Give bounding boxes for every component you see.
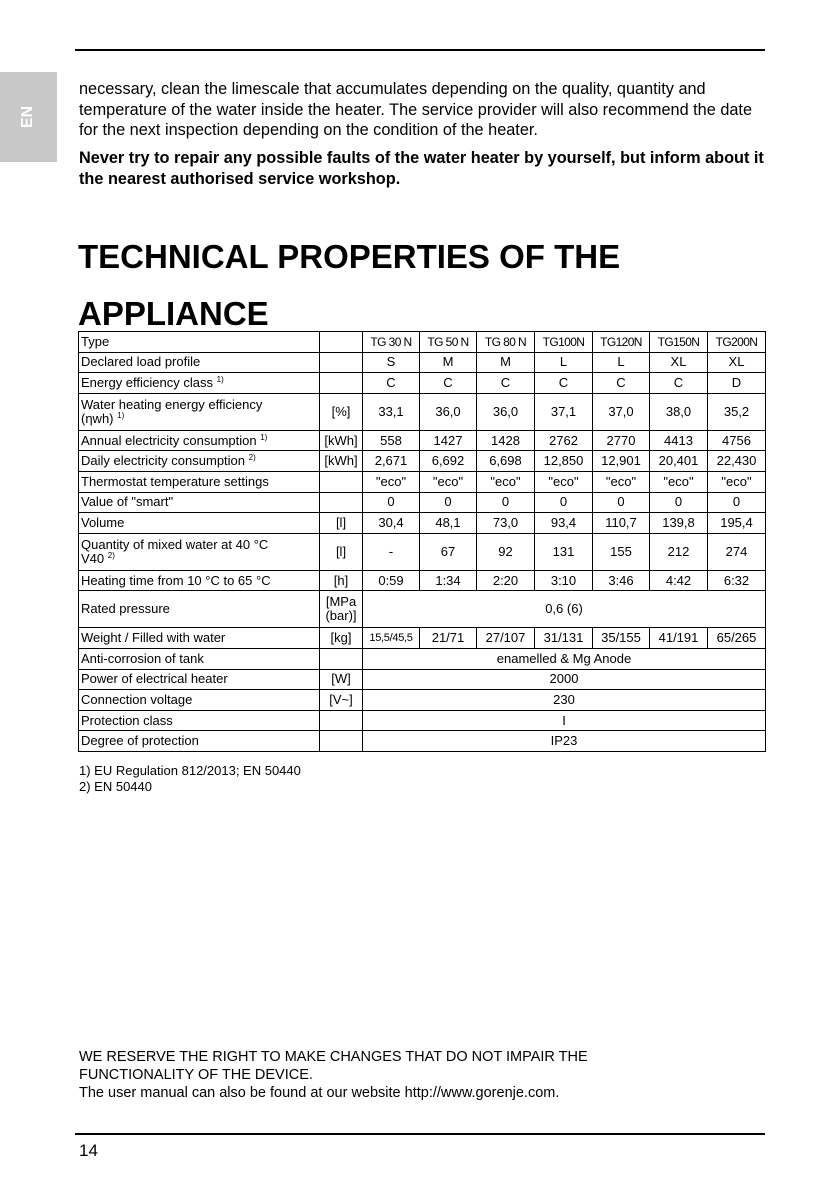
disclaimer-line-3: The user manual can also be found at our website http://www.gorenje.com.: [79, 1085, 560, 1101]
value-cell: 12,850: [535, 451, 593, 472]
row-label: Degree of protection: [79, 731, 320, 752]
value-cell: 1427: [420, 430, 477, 451]
value-cell: 110,7: [593, 513, 650, 534]
value-cell: 20,401: [650, 451, 708, 472]
value-cell: "eco": [363, 471, 420, 492]
row-label-line-2: (ηwh): [81, 410, 114, 426]
row-label-text: Energy efficiency class: [81, 374, 213, 390]
table-row-thermostat: [79, 471, 766, 492]
value-cell: 2770: [593, 430, 650, 451]
warning-paragraph: Never try to repair any possible faults of the water heater by yourself, but inform about it the nearest authorised service workshop.: [79, 149, 764, 188]
top-rule: [75, 49, 765, 51]
table-row-smart: [79, 492, 766, 513]
row-label-line-1: Quantity of mixed water at 40 °C: [81, 536, 269, 552]
model-cell: TG 30 N: [363, 332, 420, 353]
value-cell: "eco": [477, 471, 535, 492]
value-cell: C: [477, 373, 535, 394]
row-unit: [V~]: [320, 690, 363, 711]
table-row-heater-power: [79, 669, 766, 690]
value-cell: 0: [420, 492, 477, 513]
table-row-weight: [79, 628, 766, 649]
value-cell: L: [535, 352, 593, 373]
value-cell: 3:10: [535, 570, 593, 591]
value-cell: M: [420, 352, 477, 373]
value-cell: D: [708, 373, 766, 394]
bottom-rule: [75, 1133, 765, 1135]
row-unit: [320, 648, 363, 669]
value-cell: 21/71: [420, 628, 477, 649]
value-cell: 0: [363, 492, 420, 513]
language-tab-label: EN: [19, 105, 37, 129]
row-label-line-2: V40: [81, 550, 105, 566]
page-number: 14: [79, 1141, 98, 1160]
value-cell: 30,4: [363, 513, 420, 534]
value-cell: C: [363, 373, 420, 394]
table-row-protection-degree: [79, 731, 766, 752]
row-unit: [320, 591, 363, 628]
value-cell: 3:46: [593, 570, 650, 591]
footnote-ref: 2): [107, 550, 115, 560]
row-unit: [h]: [320, 570, 363, 591]
row-unit: [kWh]: [320, 451, 363, 472]
value-cell: "eco": [593, 471, 650, 492]
row-unit: [l]: [320, 513, 363, 534]
value-cell: 6,692: [420, 451, 477, 472]
footnote-ref: 1): [216, 374, 224, 384]
value-cell: 1:34: [420, 570, 477, 591]
row-unit: [320, 492, 363, 513]
merged-value-cell: IP23: [363, 731, 766, 752]
row-unit: [320, 710, 363, 731]
value-cell: S: [363, 352, 420, 373]
row-unit: [%]: [320, 393, 363, 430]
value-cell: 35/155: [593, 628, 650, 649]
value-cell: 33,1: [363, 393, 420, 430]
model-cell: TG 50 N: [420, 332, 477, 353]
row-label-line-1: Water heating energy efficiency: [81, 396, 263, 412]
value-cell: C: [420, 373, 477, 394]
value-cell: 155: [593, 533, 650, 570]
value-cell: 92: [477, 533, 535, 570]
value-cell: C: [535, 373, 593, 394]
value-cell: "eco": [535, 471, 593, 492]
row-label: [79, 393, 320, 430]
row-label: Rated pressure: [79, 591, 320, 628]
value-cell: 131: [535, 533, 593, 570]
disclaimer: [79, 1048, 769, 1102]
merged-value-cell: 0,6 (6): [363, 591, 766, 628]
row-label: Volume: [79, 513, 320, 534]
value-cell: "eco": [708, 471, 766, 492]
row-unit: [kWh]: [320, 430, 363, 451]
value-cell: 274: [708, 533, 766, 570]
value-cell: L: [593, 352, 650, 373]
row-label: Declared load profile: [79, 352, 320, 373]
row-unit: [W]: [320, 669, 363, 690]
value-cell: 6,698: [477, 451, 535, 472]
table-row-rated-pressure: [79, 591, 766, 628]
intro-paragraph: necessary, clean the limescale that accumulates depending on the quality, quantity and temperature of the water inside the heater. The service provider will also recommend the date for the next inspection depending on the condition of the heater.: [79, 80, 753, 139]
model-cell: TG150N: [650, 332, 708, 353]
value-cell: 6:32: [708, 570, 766, 591]
value-cell: 73,0: [477, 513, 535, 534]
value-cell: 48,1: [420, 513, 477, 534]
table-row-anticorrosion: [79, 648, 766, 669]
row-label: Value of "smart": [79, 492, 320, 513]
model-cell: TG120N: [593, 332, 650, 353]
table-row-load-profile: [79, 352, 766, 373]
footnote-ref: 1): [117, 410, 125, 420]
table-row-protection-class: [79, 710, 766, 731]
value-cell: 195,4: [708, 513, 766, 534]
value-cell: C: [650, 373, 708, 394]
table-row-daily-consumption: [79, 451, 766, 472]
value-cell: 0: [708, 492, 766, 513]
row-unit: [320, 373, 363, 394]
value-cell: 0: [535, 492, 593, 513]
table-row-heating-efficiency: [79, 393, 766, 430]
value-cell: -: [363, 533, 420, 570]
footnotes: [79, 763, 301, 794]
row-unit: [320, 332, 363, 353]
table-row-annual-consumption: [79, 430, 766, 451]
value-cell: XL: [650, 352, 708, 373]
language-tab: [0, 72, 57, 162]
value-cell: 12,901: [593, 451, 650, 472]
row-label: Connection voltage: [79, 690, 320, 711]
value-cell: 4756: [708, 430, 766, 451]
value-cell: XL: [708, 352, 766, 373]
unit-line-1: [MPa: [325, 594, 357, 610]
row-label: Power of electrical heater: [79, 669, 320, 690]
disclaimer-line-1: WE RESERVE THE RIGHT TO MAKE CHANGES THAT DO NOT IMPAIR THE: [79, 1049, 588, 1065]
footnote-ref: 1): [260, 432, 268, 442]
row-label: [79, 533, 320, 570]
value-cell: 0: [650, 492, 708, 513]
value-cell: 31/131: [535, 628, 593, 649]
value-cell: 2:20: [477, 570, 535, 591]
row-unit: [320, 352, 363, 373]
row-label-text: Daily electricity consumption: [81, 453, 246, 469]
value-cell: 1428: [477, 430, 535, 451]
footnote-2: 2) EN 50440: [79, 778, 152, 794]
value-cell: 27/107: [477, 628, 535, 649]
value-cell: 36,0: [477, 393, 535, 430]
table-row-voltage: [79, 690, 766, 711]
value-cell: 93,4: [535, 513, 593, 534]
value-cell: 212: [650, 533, 708, 570]
merged-value-cell: enamelled & Mg Anode: [363, 648, 766, 669]
value-cell: 4:42: [650, 570, 708, 591]
row-label: Weight / Filled with water: [79, 628, 320, 649]
table-row-type: [79, 332, 766, 353]
value-cell: 36,0: [420, 393, 477, 430]
heading-line-2: APPLIANCE: [78, 295, 269, 332]
disclaimer-line-2: FUNCTIONALITY OF THE DEVICE.: [79, 1067, 313, 1083]
merged-value-cell: I: [363, 710, 766, 731]
value-cell: 22,430: [708, 451, 766, 472]
value-cell: 35,2: [708, 393, 766, 430]
merged-value-cell: 2000: [363, 669, 766, 690]
value-cell: 558: [363, 430, 420, 451]
value-cell: 0:59: [363, 570, 420, 591]
value-cell: 38,0: [650, 393, 708, 430]
table-row-energy-class: [79, 373, 766, 394]
model-cell: TG100N: [535, 332, 593, 353]
heading-line-1: TECHNICAL PROPERTIES OF THE: [78, 238, 621, 275]
value-cell: "eco": [650, 471, 708, 492]
row-label: Anti-corrosion of tank: [79, 648, 320, 669]
row-label: Protection class: [79, 710, 320, 731]
model-cell: TG200N: [708, 332, 766, 353]
row-label: [79, 430, 320, 451]
value-cell: M: [477, 352, 535, 373]
unit-line-2: (bar)]: [325, 608, 357, 624]
value-cell: 41/191: [650, 628, 708, 649]
value-cell: 139,8: [650, 513, 708, 534]
value-cell: 65/265: [708, 628, 766, 649]
value-cell: "eco": [420, 471, 477, 492]
value-cell: 37,1: [535, 393, 593, 430]
merged-value-cell: 230: [363, 690, 766, 711]
footnote-ref: 2): [248, 453, 256, 463]
value-cell: 0: [593, 492, 650, 513]
row-label: Thermostat temperature settings: [79, 471, 320, 492]
value-cell: C: [593, 373, 650, 394]
technical-properties-table: [78, 331, 766, 752]
value-cell: 4413: [650, 430, 708, 451]
row-label: [79, 373, 320, 394]
row-unit: [320, 731, 363, 752]
model-cell: TG 80 N: [477, 332, 535, 353]
value-cell: 37,0: [593, 393, 650, 430]
value-cell: 15,5/45,5: [363, 628, 420, 649]
row-label-text: Annual electricity consumption: [81, 432, 257, 448]
row-unit: [kg]: [320, 628, 363, 649]
section-heading: [78, 228, 768, 342]
row-label: Type: [79, 332, 320, 353]
row-label: Heating time from 10 °C to 65 °C: [79, 570, 320, 591]
row-unit: [l]: [320, 533, 363, 570]
value-cell: 2,671: [363, 451, 420, 472]
table-row-heating-time: [79, 570, 766, 591]
value-cell: 2762: [535, 430, 593, 451]
value-cell: 0: [477, 492, 535, 513]
footnote-1: 1) EU Regulation 812/2013; EN 50440: [79, 763, 301, 778]
table-row-volume: [79, 513, 766, 534]
row-unit: [320, 471, 363, 492]
row-label: [79, 451, 320, 472]
table-row-mixed-water: [79, 533, 766, 570]
value-cell: 67: [420, 533, 477, 570]
